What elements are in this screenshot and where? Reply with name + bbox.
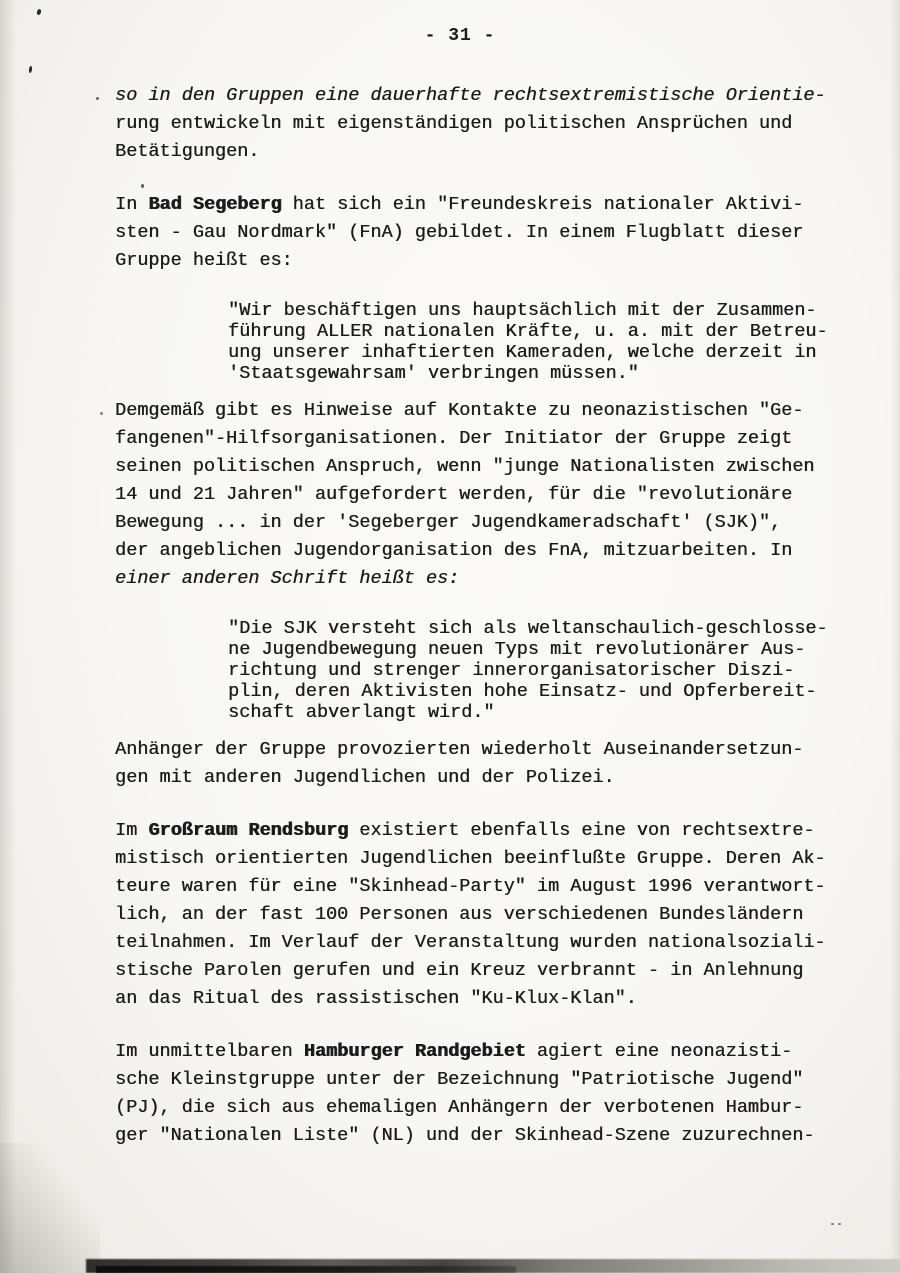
text-line [115,138,850,166]
text-line [228,342,850,363]
body-text: mistisch orientierten Jugendlichen beeinflußte Gruppe. Deren Ak- [115,848,826,869]
body-text: teilnahmen. Im Verlauf der Veranstaltung wurden nationalsoziali- [115,932,826,953]
text-line [115,901,850,929]
body-text: 'Staatsgewahrsam' verbringen müssen." [228,363,639,384]
body-text: schaft abverlangt wird." [228,702,495,723]
text-line [115,985,850,1013]
text-line [228,660,850,681]
text-line [115,1094,850,1122]
document-text [115,0,850,1150]
body-text: Im unmittelbaren [115,1041,304,1062]
body-text: teure waren für eine "Skinhead-Party" im August 1996 verantwort- [115,876,826,897]
text-line [115,1066,850,1094]
text-line [115,764,850,792]
body-text: Demgemäß gibt es Hinweise auf Kontakte zu neonazistischen "Ge- [115,400,804,421]
body-text: Bewegung ... in der 'Segeberger Jugendkameradschaft' (SJK)", [115,512,782,533]
text-line [228,639,850,660]
text-line [115,247,850,275]
text-line [115,425,850,453]
scan-artifact [29,66,33,73]
body-text: fangenen"-Hilfsorganisationen. Der Initiator der Gruppe zeigt [115,428,793,449]
text-line [115,929,850,957]
text-line [115,537,850,565]
body-text: agiert eine neonazisti- [525,1041,793,1062]
block-quote [228,618,850,723]
text-line [228,681,850,702]
body-text: ne Jugendbewegung neuen Typs mit revolutionärer Aus- [228,639,806,660]
paragraph [115,82,850,166]
body-text: In [115,194,149,215]
text-line [115,817,850,845]
text-line [115,191,850,219]
body-text: gen mit anderen Jugendlichen und der Polizei. [115,767,615,788]
emphasized-text: Großraum Rendsburg [148,820,349,841]
body-text: führung ALLER nationalen Kräfte, u. a. mit der Betreu- [228,321,828,342]
scan-artifact [831,1223,834,1225]
scan-artifact [838,1223,841,1225]
paragraph [115,736,850,792]
text-line [228,618,850,639]
text-line [228,300,850,321]
text-line [115,397,850,425]
text-line [115,1122,850,1150]
body-text: plin, deren Aktivisten hohe Einsatz- und Opferbereit- [228,681,817,702]
italic-text: so in den Gruppen eine dauerhafte rechtsextremistische Orientie- [115,85,826,106]
text-line [115,1038,850,1066]
body-text: "Wir beschäftigen uns hauptsächlich mit der Zusammen- [228,300,817,321]
body-text: existiert ebenfalls eine von rechtsextre- [348,820,815,841]
body-text: Betätigungen. [115,141,260,162]
paragraph [115,191,850,275]
body-text: der angeblichen Jugendorganisation des FnA, mitzuarbeiten. In [115,540,793,561]
body-text: (PJ), die sich aus ehemaligen Anhängern der verbotenen Hambur- [115,1097,804,1118]
text-line [115,481,850,509]
paragraph [115,817,850,1013]
scan-bottom-smudge-dark [96,1266,516,1273]
page-number: - 31 - [424,26,496,46]
scan-artifact [100,412,103,415]
text-line [115,736,850,764]
text-line [228,363,850,384]
text-line [115,957,850,985]
italic-text: einer anderen Schrift heißt es: [115,568,460,589]
text-line [115,82,850,110]
block-quote [228,300,850,384]
scan-artifact [36,9,42,16]
body-text: "Die SJK versteht sich als weltanschaulich-geschlosse- [228,618,828,639]
scan-corner-shading [0,1143,100,1273]
body-text: stische Parolen gerufen und ein Kreuz verbrannt - in Anlehnung [115,960,804,981]
body-text: 14 und 21 Jahren" aufgefordert werden, für die "revolutionäre [115,484,793,505]
body-text: seinen politischen Anspruch, wenn "junge Nationalisten zwischen [115,456,815,477]
text-line [228,321,850,342]
text-line [228,702,850,723]
body-text: sten - Gau Nordmark" (FnA) gebildet. In einem Flugblatt dieser [115,222,804,243]
text-line [115,219,850,247]
body-text: Anhänger der Gruppe provozierten wiederholt Auseinandersetzun- [115,739,804,760]
paragraph [115,1038,850,1150]
paragraph [115,397,850,593]
text-line [115,845,850,873]
body-text: ung unserer inhaftierten Kameraden, welche derzeit in [228,342,817,363]
text-line [115,453,850,481]
text-line [115,873,850,901]
body-text: an das Ritual des rassistischen "Ku-Klux-Klan". [115,988,637,1009]
page-edge-shadow-right [890,0,900,1273]
scan-artifact [141,184,144,188]
body-text: rung entwickeln mit eigenständigen politischen Ansprüchen und [115,113,793,134]
text-line [115,110,850,138]
text-line [115,565,850,593]
body-text: Im [115,820,149,841]
body-text: Gruppe heißt es: [115,250,293,271]
body-text: ger "Nationalen Liste" (NL) und der Skinhead-Szene zuzurechnen- [115,1125,815,1146]
emphasized-text: Bad Segeberg [148,194,282,215]
body-text: lich, an der fast 100 Personen aus verschiedenen Bundesländern [115,904,804,925]
scan-artifact [96,97,99,100]
body-text: richtung und strenger innerorganisatorischer Diszi- [228,660,795,681]
body-text: sche Kleinstgruppe unter der Bezeichnung "Patriotische Jugend" [115,1069,804,1090]
text-line [115,509,850,537]
page-edge-shadow-left [0,0,16,1273]
emphasized-text: Hamburger Randgebiet [303,1041,526,1062]
body-text: hat sich ein "Freundeskreis nationaler Aktivi- [281,194,804,215]
